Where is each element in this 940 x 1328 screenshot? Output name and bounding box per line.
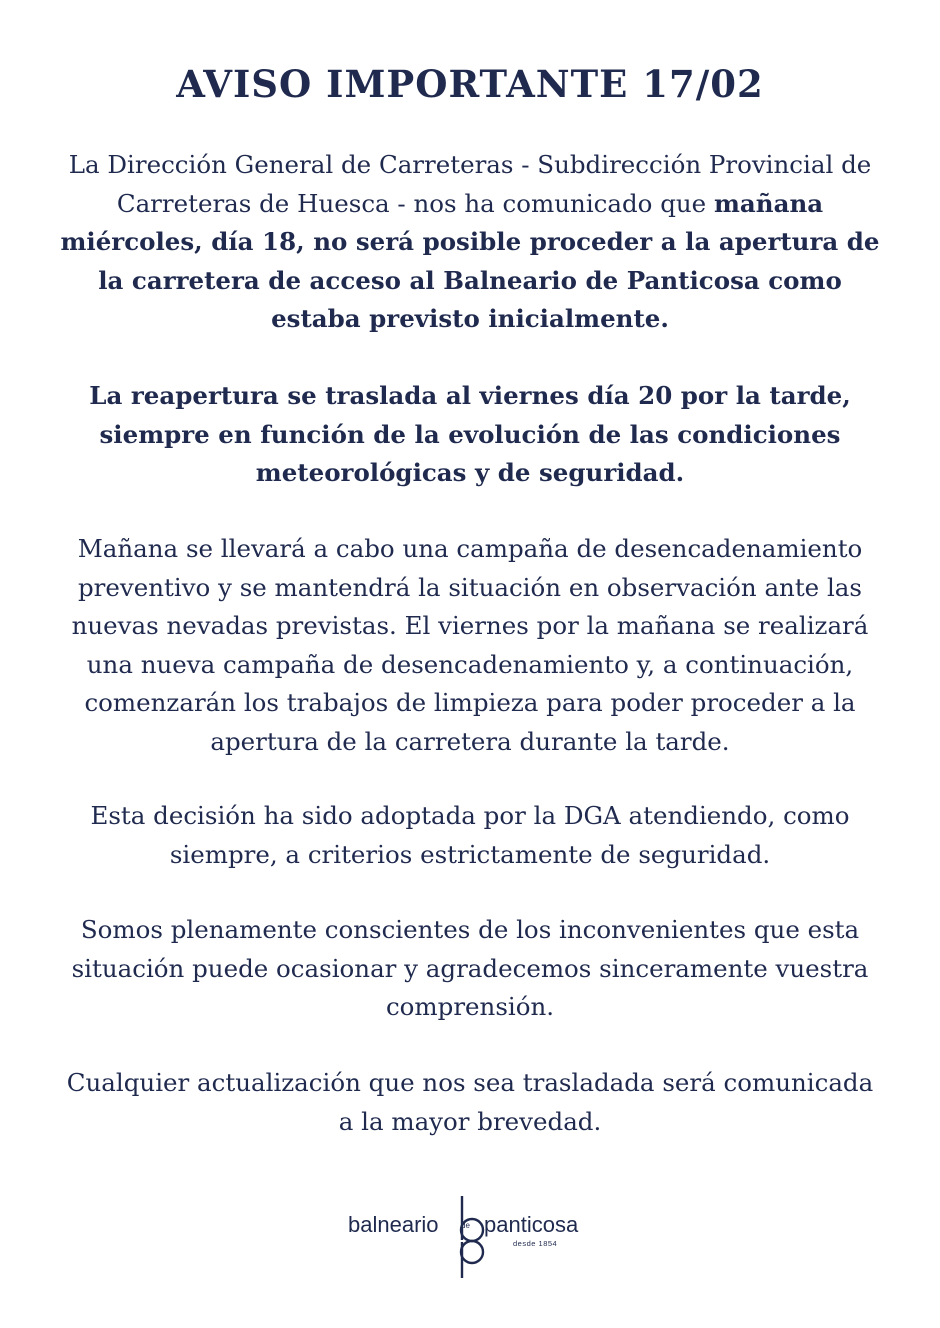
logo-left-word: balneario — [348, 1212, 439, 1237]
notice-paragraph-reopening — [60, 377, 880, 493]
logo-right-word: panticosa — [484, 1212, 579, 1237]
notice-paragraph-apology: Somos plenamente conscientes de los inconvenientes que esta situación puede ocasionar y agradecemos sinceramente vuestra comprensión. — [71, 915, 869, 1021]
notice-paragraph-updates: Cualquier actualización que nos sea trasladada será comunicada a la mayor brevedad. — [66, 1068, 874, 1136]
logo-bp-monogram-icon — [448, 1192, 488, 1282]
closure-highlight-text: mañana miércoles, día 18, no será posible proceder a la apertura de la carretera de acceso al Balneario de Panticosa como estaba previsto inicialmente. — [60, 188, 880, 333]
notice-paragraph-road-closure — [60, 146, 880, 339]
closure-intro-text: La Dirección General de Carreteras - Subdirección Provincial de Carreteras de Huesca - nos ha comunicado que — [68, 150, 872, 218]
logo-since-year: desde 1854 — [513, 1239, 558, 1248]
logo-connector: de — [461, 1221, 470, 1230]
reopening-text: La reapertura se traslada al viernes día 20 por la tarde, siempre en función de la evolución de las condiciones meteorológicas y de seguridad. — [89, 381, 851, 487]
notice-paragraph-decision: Esta decisión ha sido adoptada por la DGA atendiendo, como siempre, a criterios estrictamente de seguridad. — [90, 801, 850, 869]
notice-paragraph-operations: Mañana se llevará a cabo una campaña de desencadenamiento preventivo y se mantendrá la situación en observación ante las nuevas nevadas previstas. El viernes por la mañana se realizará una nueva campaña de desencadenamiento y, a continuación, comenzarán los trabajos de limpieza para poder proceder a la apertura de la carretera durante la tarde. — [71, 534, 869, 756]
notice-title: AVISO IMPORTANTE 17/02 — [176, 62, 764, 106]
balneario-panticosa-logo — [348, 1192, 593, 1282]
